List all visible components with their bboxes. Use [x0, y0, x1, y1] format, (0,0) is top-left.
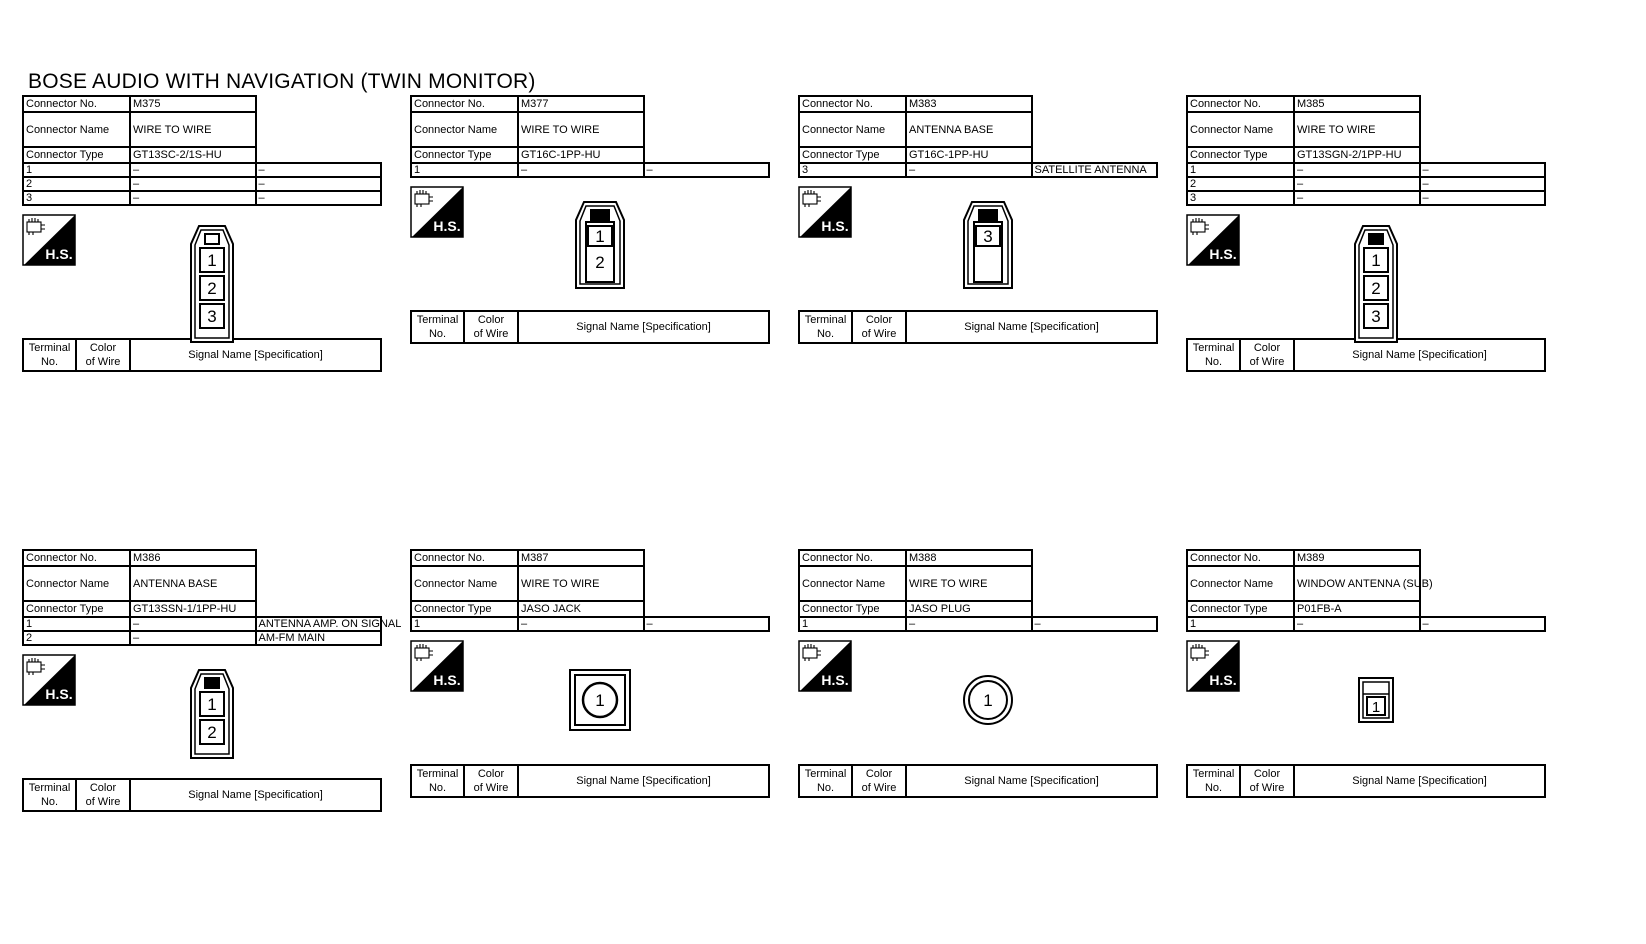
- terminal-no-cell: 1: [1187, 617, 1294, 631]
- signal-name-header: Signal Name [Specification]: [130, 779, 381, 811]
- connector-face-diagram: [798, 178, 1158, 310]
- terminal-number: 1: [207, 695, 217, 714]
- hs-label: H.S.: [821, 672, 849, 688]
- terminal-no-cell: 1: [799, 617, 906, 631]
- connector-unit: [1186, 549, 1546, 798]
- terminal-no-header: Terminal No.: [799, 765, 852, 797]
- terminal-row: [799, 163, 1157, 177]
- connector-lock-key: [205, 678, 219, 688]
- connector-name-label: Connector Name: [411, 112, 518, 147]
- connector-no-label: Connector No.: [799, 550, 906, 566]
- terminal-number: 2: [595, 253, 605, 272]
- connector-diagram-area: [22, 646, 382, 778]
- terminal-row: [411, 163, 769, 177]
- signal-name-header: Signal Name [Specification]: [518, 765, 769, 797]
- signal-name-header: Signal Name [Specification]: [1294, 765, 1545, 797]
- wire-color-cell: –: [906, 617, 1032, 631]
- connector-no-value: M377: [518, 96, 644, 112]
- wire-color-cell: –: [130, 191, 256, 205]
- connector-type-label: Connector Type: [1187, 147, 1294, 163]
- signal-name-cell: –: [1420, 163, 1546, 177]
- terminal-no-cell: 1: [411, 617, 518, 631]
- signal-name-cell: –: [256, 163, 382, 177]
- terminal-row: [799, 617, 1157, 631]
- connector-header-table: [798, 549, 1158, 632]
- wire-color-cell: –: [518, 617, 644, 631]
- signal-name-header: Signal Name [Specification]: [1294, 339, 1545, 371]
- wire-color-cell: –: [906, 163, 1032, 177]
- color-of-wire-header: Color of Wire: [852, 765, 906, 797]
- terminal-number: 1: [1371, 251, 1381, 270]
- connector-lock-key: [979, 210, 997, 220]
- terminal-row: [23, 177, 381, 191]
- terminal-table: [22, 778, 382, 812]
- color-of-wire-header: Color of Wire: [464, 311, 518, 343]
- terminal-number: 1: [1371, 699, 1381, 716]
- terminal-number: 3: [983, 227, 993, 246]
- signal-name-cell: –: [256, 177, 382, 191]
- connector-unit: [410, 95, 770, 344]
- terminal-number: 2: [207, 279, 217, 298]
- hs-label: H.S.: [433, 672, 461, 688]
- page-title: BOSE AUDIO WITH NAVIGATION (TWIN MONITOR): [28, 70, 536, 93]
- terminal-number: 1: [983, 691, 993, 710]
- terminal-no-cell: 2: [23, 631, 130, 645]
- terminal-number: 1: [595, 227, 605, 246]
- connector-lock-key: [591, 210, 609, 220]
- connector-face-diagram: [1186, 632, 1546, 764]
- connector-no-label: Connector No.: [23, 550, 130, 566]
- terminal-row: [23, 631, 381, 645]
- terminal-no-header: Terminal No.: [799, 311, 852, 343]
- connector-lock-key: [205, 234, 219, 244]
- connector-diagram-area: [798, 632, 1158, 764]
- signal-name-header: Signal Name [Specification]: [130, 339, 381, 371]
- connector-unit: [798, 95, 1158, 344]
- color-of-wire-header: Color of Wire: [1240, 339, 1294, 371]
- connector-face-diagram: [22, 646, 382, 778]
- connector-no-value: M387: [518, 550, 644, 566]
- terminal-no-header: Terminal No.: [1187, 339, 1240, 371]
- connector-type-value: GT16C-1PP-HU: [906, 147, 1032, 163]
- signal-name-header: Signal Name [Specification]: [906, 311, 1157, 343]
- signal-name-cell: –: [1032, 617, 1158, 631]
- connector-header-table: [1186, 95, 1546, 206]
- color-of-wire-header: Color of Wire: [76, 339, 130, 371]
- color-of-wire-header: Color of Wire: [76, 779, 130, 811]
- connector-unit: [410, 549, 770, 798]
- connector-header-table: [410, 95, 770, 178]
- terminal-row: [23, 191, 381, 205]
- hs-label: H.S.: [433, 218, 461, 234]
- connector-unit: [1186, 95, 1546, 372]
- connector-header-table: [798, 95, 1158, 178]
- connector-no-label: Connector No.: [1187, 550, 1294, 566]
- connector-diagram-area: [798, 178, 1158, 310]
- signal-name-cell: –: [644, 617, 770, 631]
- wire-color-cell: –: [1294, 617, 1420, 631]
- connector-no-value: M383: [906, 96, 1032, 112]
- signal-name-header: Signal Name [Specification]: [906, 765, 1157, 797]
- connector-no-label: Connector No.: [1187, 96, 1294, 112]
- terminal-table: [798, 310, 1158, 344]
- connector-no-value: M385: [1294, 96, 1420, 112]
- terminal-row: [23, 163, 381, 177]
- wire-color-cell: –: [1294, 163, 1420, 177]
- connector-no-value: M388: [906, 550, 1032, 566]
- terminal-table: [1186, 764, 1546, 798]
- signal-name-header: Signal Name [Specification]: [518, 311, 769, 343]
- connector-no-value: M386: [130, 550, 256, 566]
- terminal-number: 1: [207, 251, 217, 270]
- connector-no-label: Connector No.: [411, 96, 518, 112]
- signal-name-cell: –: [256, 191, 382, 205]
- terminal-no-cell: 3: [799, 163, 906, 177]
- connector-type-value: GT13SSN-1/1PP-HU: [130, 601, 256, 617]
- connector-name-label: Connector Name: [799, 566, 906, 601]
- signal-name-cell: SATELLITE ANTENNA: [1032, 163, 1158, 177]
- connector-unit: [798, 549, 1158, 798]
- connector-no-label: Connector No.: [411, 550, 518, 566]
- connector-diagram-area: [22, 206, 382, 338]
- terminal-row: [1187, 191, 1545, 205]
- terminal-no-cell: 2: [23, 177, 130, 191]
- connector-name-value: WIRE TO WIRE: [1294, 112, 1420, 147]
- wire-color-cell: –: [130, 617, 256, 631]
- terminal-row: [411, 617, 769, 631]
- wire-color-cell: –: [1294, 177, 1420, 191]
- terminal-no-cell: 1: [1187, 163, 1294, 177]
- connector-name-value: WIRE TO WIRE: [518, 112, 644, 147]
- terminal-no-cell: 1: [23, 163, 130, 177]
- connector-unit: [22, 95, 382, 372]
- terminal-no-cell: 1: [411, 163, 518, 177]
- connector-lock-key: [1369, 234, 1383, 244]
- terminal-number: 3: [207, 307, 217, 326]
- hs-label: H.S.: [45, 686, 73, 702]
- terminal-no-cell: 2: [1187, 177, 1294, 191]
- hs-label: H.S.: [45, 246, 73, 262]
- hs-label: H.S.: [1209, 246, 1237, 262]
- connector-name-label: Connector Name: [799, 112, 906, 147]
- terminal-number: 1: [595, 691, 605, 710]
- connector-face-diagram: [1186, 206, 1546, 338]
- connector-diagram-area: [410, 178, 770, 310]
- connector-type-label: Connector Type: [1187, 601, 1294, 617]
- connector-face-diagram: [22, 206, 382, 338]
- signal-name-cell: –: [1420, 177, 1546, 191]
- signal-name-cell: AM-FM MAIN: [256, 631, 382, 645]
- terminal-table: [22, 338, 382, 372]
- connector-name-value: WINDOW ANTENNA (SUB): [1294, 566, 1420, 601]
- connector-diagram-area: [1186, 206, 1546, 338]
- connector-type-value: P01FB-A: [1294, 601, 1420, 617]
- wire-color-cell: –: [130, 177, 256, 191]
- wire-color-cell: –: [518, 163, 644, 177]
- terminal-table: [410, 764, 770, 798]
- connector-face-diagram: [410, 632, 770, 764]
- wire-color-cell: –: [130, 631, 256, 645]
- connector-type-label: Connector Type: [411, 147, 518, 163]
- connector-type-value: GT13SGN-2/1PP-HU: [1294, 147, 1420, 163]
- connector-no-label: Connector No.: [23, 96, 130, 112]
- signal-name-cell: –: [644, 163, 770, 177]
- connector-name-value: ANTENNA BASE: [130, 566, 256, 601]
- connector-name-label: Connector Name: [23, 112, 130, 147]
- terminal-no-header: Terminal No.: [411, 311, 464, 343]
- wire-color-cell: –: [1294, 191, 1420, 205]
- terminal-no-header: Terminal No.: [1187, 765, 1240, 797]
- connector-header-table: [410, 549, 770, 632]
- signal-name-cell: ANTENNA AMP. ON SIGNAL: [256, 617, 382, 631]
- terminal-no-cell: 3: [1187, 191, 1294, 205]
- terminal-row: [1187, 163, 1545, 177]
- terminal-no-header: Terminal No.: [411, 765, 464, 797]
- connector-diagram-area: [1186, 632, 1546, 764]
- terminal-no-header: Terminal No.: [23, 779, 76, 811]
- color-of-wire-header: Color of Wire: [852, 311, 906, 343]
- signal-name-cell: –: [1420, 191, 1546, 205]
- connector-name-label: Connector Name: [411, 566, 518, 601]
- connector-no-value: M375: [130, 96, 256, 112]
- connector-header-table: [1186, 549, 1546, 632]
- connector-unit: [22, 549, 402, 812]
- wire-color-cell: –: [130, 163, 256, 177]
- signal-name-cell: –: [1420, 617, 1546, 631]
- terminal-number: 3: [1371, 307, 1381, 326]
- color-of-wire-header: Color of Wire: [464, 765, 518, 797]
- connector-type-label: Connector Type: [411, 601, 518, 617]
- terminal-no-cell: 1: [23, 617, 130, 631]
- terminal-table: [1186, 338, 1546, 372]
- connector-type-label: Connector Type: [799, 147, 906, 163]
- color-of-wire-header: Color of Wire: [1240, 765, 1294, 797]
- connector-face-diagram: [410, 178, 770, 310]
- connector-name-value: WIRE TO WIRE: [518, 566, 644, 601]
- terminal-row: [1187, 177, 1545, 191]
- connector-name-label: Connector Name: [23, 566, 130, 601]
- terminal-no-header: Terminal No.: [23, 339, 76, 371]
- connector-face-diagram: [798, 632, 1158, 764]
- connector-diagram-area: [410, 632, 770, 764]
- connector-type-label: Connector Type: [23, 147, 130, 163]
- connector-name-label: Connector Name: [1187, 112, 1294, 147]
- connector-no-label: Connector No.: [799, 96, 906, 112]
- connector-name-value: WIRE TO WIRE: [130, 112, 256, 147]
- terminal-table: [798, 764, 1158, 798]
- connector-header-table: [22, 549, 402, 646]
- connector-type-label: Connector Type: [799, 601, 906, 617]
- connector-name-label: Connector Name: [1187, 566, 1294, 601]
- terminal-row: [23, 617, 381, 631]
- connector-type-value: GT16C-1PP-HU: [518, 147, 644, 163]
- connector-type-value: JASO JACK: [518, 601, 644, 617]
- terminal-number: 2: [1371, 279, 1381, 298]
- terminal-no-cell: 3: [23, 191, 130, 205]
- terminal-number: 2: [207, 723, 217, 742]
- connector-name-value: ANTENNA BASE: [906, 112, 1032, 147]
- hs-label: H.S.: [1209, 672, 1237, 688]
- connector-header-table: [22, 95, 382, 206]
- connector-type-label: Connector Type: [23, 601, 130, 617]
- terminal-row: [1187, 617, 1545, 631]
- terminal-table: [410, 310, 770, 344]
- connector-name-value: WIRE TO WIRE: [906, 566, 1032, 601]
- connector-type-value: JASO PLUG: [906, 601, 1032, 617]
- connector-no-value: M389: [1294, 550, 1420, 566]
- connector-type-value: GT13SC-2/1S-HU: [130, 147, 256, 163]
- hs-label: H.S.: [821, 218, 849, 234]
